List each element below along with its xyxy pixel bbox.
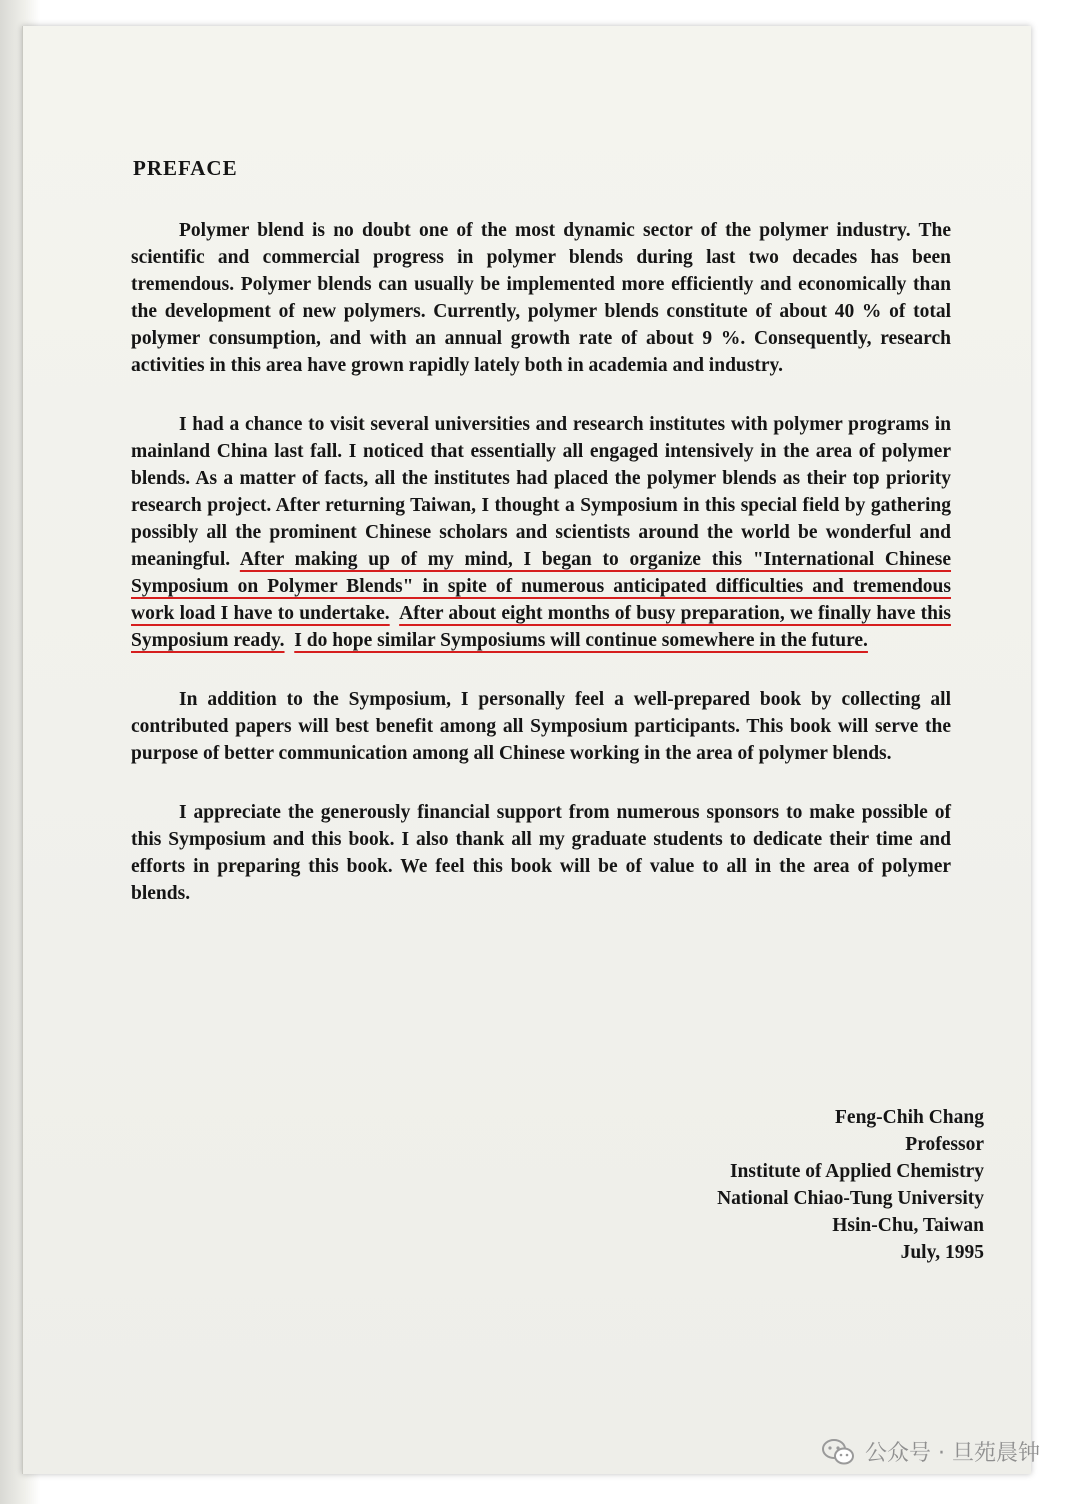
signature-block bbox=[717, 1104, 984, 1266]
author-location: Hsin-Chu, Taiwan bbox=[832, 1215, 984, 1236]
preface-body bbox=[131, 156, 951, 939]
page-title: PREFACE bbox=[133, 156, 238, 180]
watermark bbox=[821, 1436, 1040, 1467]
author-title: Professor bbox=[905, 1134, 984, 1155]
underlined-sentence-2: After about eight months of busy preparation, we finally have this Symposium ready. bbox=[131, 603, 951, 651]
author-name: Feng-Chih Chang bbox=[835, 1107, 984, 1128]
paragraph-3: In addition to the Symposium, I personally feel a well-prepared book by collecting all contributed papers will best benefit among all Symposium participants. This book will serve the purpose of better communication among all Chinese working in the area of polymer blends. bbox=[131, 689, 951, 764]
watermark-text: 公众号 · 旦苑晨钟 bbox=[865, 1441, 1040, 1466]
underlined-sentence-1: After making up of my mind, I began to organize this "International Chinese Symposium on Polymer Blends" in spite of numerous anticipated difficulties and tremendous work load I have to undertake. bbox=[131, 549, 952, 624]
preface-date: July, 1995 bbox=[900, 1242, 984, 1263]
author-institute: Institute of Applied Chemistry bbox=[729, 1161, 984, 1182]
underlined-sentence-3: I do hope similar Symposiums will continue somewhere in the future. bbox=[294, 630, 868, 651]
author-university: National Chiao-Tung University bbox=[717, 1188, 984, 1209]
wechat-icon bbox=[821, 1438, 855, 1466]
paragraph-2-plain: I had a chance to visit several universities and research institutes with polymer programs in mainland China last fall. I noticed that essentially all engaged intensively in the area of polymer blends. As a matter of facts, all the institutes had placed the polymer blends as their top priority research project. After returning Taiwan, I thought a Symposium in this special field by gathering possibly all the prominent Chinese scholars and scientists around the world be wonderful and meaningful. bbox=[131, 414, 951, 570]
paragraph-1: Polymer blend is no doubt one of the most dynamic sector of the polymer industry. The scientific and commercial progress in polymer blends during last two decades has been tremendous. Polymer blends can usually be implemented more efficiently and economically than the development of new polymers. Currently, polymer blends constitute of about 40 % of total polymer consumption, and with an annual growth rate of about 9 %. Consequently, research activities in this area have grown rapidly lately both in academia and industry. bbox=[131, 220, 951, 376]
paragraph-4: I appreciate the generously financial support from numerous sponsors to make possible of this Symposium and this book. I also thank all my graduate students to dedicate their time and efforts in preparing this book. We feel this book will be of value to all in the area of polymer blends. bbox=[131, 802, 951, 904]
paragraph-2 bbox=[131, 411, 951, 654]
